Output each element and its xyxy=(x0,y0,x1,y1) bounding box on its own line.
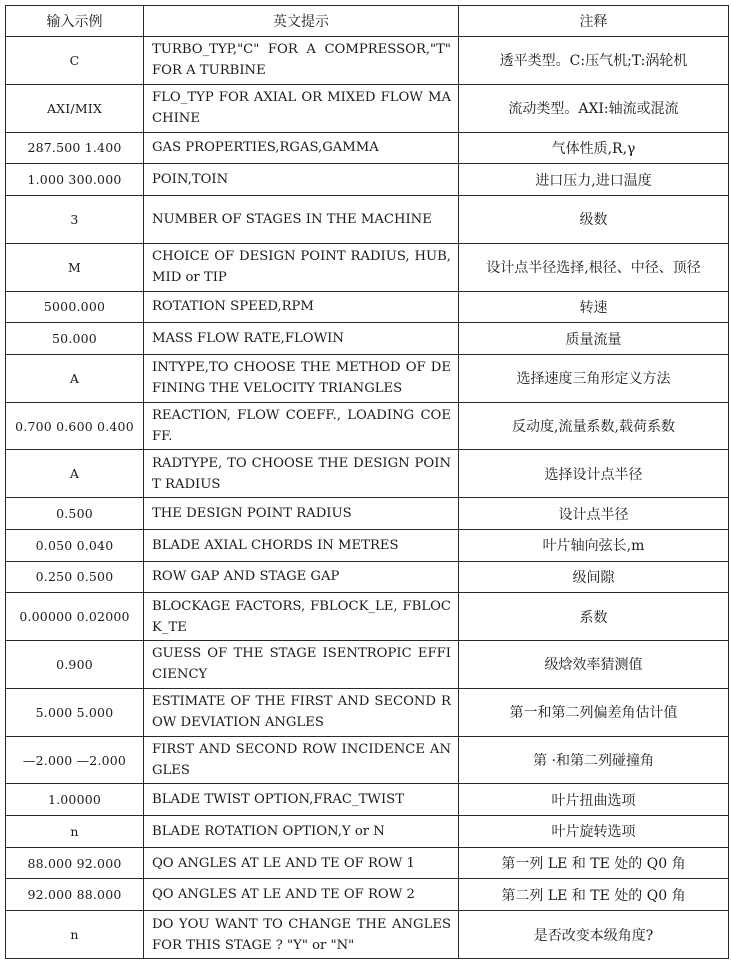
table-row xyxy=(6,354,729,402)
note-cell: 进口压力,进口温度 xyxy=(459,164,729,196)
english-prompt-cell: ROTATION SPEED,RPM xyxy=(144,291,459,323)
input-example-cell: 1.00000 xyxy=(6,784,144,816)
note-cell: 是否改变本级角度? xyxy=(459,911,729,959)
note-cell: 级焓效率猜测值 xyxy=(459,641,729,689)
english-prompt-cell: ESTIMATE OF THE FIRST AND SECOND ROW DEVIATION ANGLES xyxy=(144,688,459,736)
input-example-cell: 0.900 xyxy=(6,641,144,689)
input-example-cell: 0.250 0.500 xyxy=(6,561,144,593)
table-row xyxy=(6,688,729,736)
input-example-cell: 5000.000 xyxy=(6,291,144,323)
input-example-cell: M xyxy=(6,243,144,291)
table-row xyxy=(6,84,729,132)
input-example-cell: 92.000 88.000 xyxy=(6,879,144,911)
note-cell: 第一和第二列偏差角估计值 xyxy=(459,688,729,736)
note-cell: 设计点半径 xyxy=(459,498,729,530)
note-cell: 叶片轴向弦长,m xyxy=(459,529,729,561)
header-english-prompt: 英文提示 xyxy=(144,6,459,37)
note-cell: 选择设计点半径 xyxy=(459,450,729,498)
english-prompt-cell: BLADE TWIST OPTION,FRAC_TWIST xyxy=(144,784,459,816)
table-row xyxy=(6,529,729,561)
english-prompt-cell: FIRST AND SECOND ROW INCIDENCE ANGLES xyxy=(144,736,459,784)
english-prompt-cell: MASS FLOW RATE,FLOWIN xyxy=(144,323,459,355)
english-prompt-cell: DO YOU WANT TO CHANGE THE ANGLES FOR THIS STAGE ? "Y" or "N" xyxy=(144,911,459,959)
input-example-cell: 0.500 xyxy=(6,498,144,530)
table-body xyxy=(6,37,729,959)
english-prompt-cell: GAS PROPERTIES,RGAS,GAMMA xyxy=(144,132,459,164)
table-row xyxy=(6,37,729,85)
table-row xyxy=(6,402,729,450)
english-prompt-cell: POIN,TOIN xyxy=(144,164,459,196)
note-cell: 第一列 LE 和 TE 处的 Q0 角 xyxy=(459,847,729,879)
note-cell: 叶片扭曲选项 xyxy=(459,784,729,816)
input-example-cell: A xyxy=(6,354,144,402)
note-cell: 第二列 LE 和 TE 处的 Q0 角 xyxy=(459,879,729,911)
table-row xyxy=(6,498,729,530)
note-cell: 反动度,流量系数,载荷系数 xyxy=(459,402,729,450)
table-row xyxy=(6,911,729,959)
english-prompt-cell: RADTYPE, TO CHOOSE THE DESIGN POINT RADIUS xyxy=(144,450,459,498)
english-prompt-cell: REACTION, FLOW COEFF., LOADING COEFF. xyxy=(144,402,459,450)
table-row xyxy=(6,784,729,816)
note-cell: 级间隙 xyxy=(459,561,729,593)
table-row xyxy=(6,561,729,593)
english-prompt-cell: NUMBER OF STAGES IN THE MACHINE xyxy=(144,195,459,243)
note-cell: 透平类型。C:压气机;T:涡轮机 xyxy=(459,37,729,85)
english-prompt-cell: BLOCKAGE FACTORS, FBLOCK_LE, FBLOCK_TE xyxy=(144,593,459,641)
input-example-cell: —2.000 —2.000 xyxy=(6,736,144,784)
table-row xyxy=(6,132,729,164)
input-example-cell: 0.050 0.040 xyxy=(6,529,144,561)
input-example-cell: 5.000 5.000 xyxy=(6,688,144,736)
english-prompt-cell: QO ANGLES AT LE AND TE OF ROW 2 xyxy=(144,879,459,911)
table-row xyxy=(6,243,729,291)
table-row xyxy=(6,195,729,243)
english-prompt-cell: INTYPE,TO CHOOSE THE METHOD OF DEFINING THE VELOCITY TRIANGLES xyxy=(144,354,459,402)
table-row xyxy=(6,641,729,689)
input-example-cell: 50.000 xyxy=(6,323,144,355)
english-prompt-cell: QO ANGLES AT LE AND TE OF ROW 1 xyxy=(144,847,459,879)
input-example-cell: n xyxy=(6,816,144,848)
english-prompt-cell: GUESS OF THE STAGE ISENTROPIC EFFICIENCY xyxy=(144,641,459,689)
english-prompt-cell: TURBO_TYP,"C" FOR A COMPRESSOR,"T" FOR A TURBINE xyxy=(144,37,459,85)
english-prompt-cell: CHOICE OF DESIGN POINT RADIUS, HUB,MID or TIP xyxy=(144,243,459,291)
table-row xyxy=(6,291,729,323)
input-example-cell: 3 xyxy=(6,195,144,243)
header-row xyxy=(6,6,729,37)
table-row xyxy=(6,816,729,848)
note-cell: 设计点半径选择,根径、中径、顶径 xyxy=(459,243,729,291)
table-row xyxy=(6,879,729,911)
input-example-cell: C xyxy=(6,37,144,85)
input-example-cell: 1.000 300.000 xyxy=(6,164,144,196)
input-example-cell: AXI/MIX xyxy=(6,84,144,132)
note-cell: 选择速度三角形定义方法 xyxy=(459,354,729,402)
header-note: 注释 xyxy=(459,6,729,37)
note-cell: 流动类型。AXI:轴流或混流 xyxy=(459,84,729,132)
input-example-cell: 88.000 92.000 xyxy=(6,847,144,879)
english-prompt-cell: BLADE ROTATION OPTION,Y or N xyxy=(144,816,459,848)
note-cell: 气体性质,R,γ xyxy=(459,132,729,164)
input-example-cell: n xyxy=(6,911,144,959)
note-cell: 级数 xyxy=(459,195,729,243)
note-cell: 转速 xyxy=(459,291,729,323)
note-cell: 叶片旋转选项 xyxy=(459,816,729,848)
table-row xyxy=(6,593,729,641)
header-input-example: 输入示例 xyxy=(6,6,144,37)
table-row xyxy=(6,847,729,879)
table-row xyxy=(6,450,729,498)
english-prompt-cell: BLADE AXIAL CHORDS IN METRES xyxy=(144,529,459,561)
input-example-cell: 0.700 0.600 0.400 xyxy=(6,402,144,450)
table-row xyxy=(6,164,729,196)
english-prompt-cell: FLO_TYP FOR AXIAL OR MIXED FLOW MACHINE xyxy=(144,84,459,132)
input-example-cell: A xyxy=(6,450,144,498)
note-cell: 质量流量 xyxy=(459,323,729,355)
parameter-table xyxy=(5,5,729,959)
table-row xyxy=(6,736,729,784)
english-prompt-cell: ROW GAP AND STAGE GAP xyxy=(144,561,459,593)
input-example-cell: 0.00000 0.02000 xyxy=(6,593,144,641)
english-prompt-cell: THE DESIGN POINT RADIUS xyxy=(144,498,459,530)
note-cell: 系数 xyxy=(459,593,729,641)
note-cell: 第 ·和第二列碰撞角 xyxy=(459,736,729,784)
input-example-cell: 287.500 1.400 xyxy=(6,132,144,164)
table-row xyxy=(6,323,729,355)
